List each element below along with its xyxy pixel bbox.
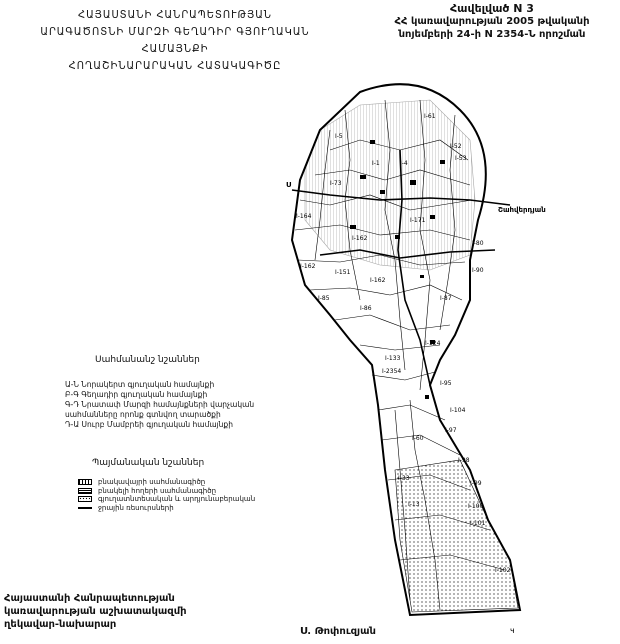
parcel-label: I-102 — [495, 567, 511, 574]
parcel-label: I-133 — [385, 355, 401, 362]
parcel-label: I-87 — [440, 295, 452, 302]
legend-item: Գ-Դ Նրատափ Մարզի համայնքների վարչական — [65, 400, 255, 409]
title-line-3: ՀՈՂԱՇԻՆԱՐԱՐԱԿԱՆ ՀԱՏԱԿԱԳԻԾԸ — [68, 59, 282, 72]
parcel-label: I-13 — [408, 501, 420, 508]
parcel-label: I-162 — [352, 235, 368, 242]
lines-swatch-icon — [78, 488, 92, 494]
parcel-label: I-52 — [450, 143, 462, 150]
parcel-label: I-101 — [470, 520, 486, 527]
hatch-swatch-icon — [78, 479, 92, 485]
parcel-label: I-90 — [472, 267, 484, 274]
symbol-row — [78, 504, 255, 513]
parcel-label: I-164 — [296, 213, 312, 220]
parcel-label: I-124 — [425, 340, 441, 347]
lower-agricultural-area — [395, 460, 518, 612]
title-line-2: ԱՐԱԳԱԾՈՏՆԻ ՄԱՐԶԻ ԳԵՂԱԴԻՐ ԳՅՈՒՂԱԿԱՆ ՀԱՄԱՅՆՔԻ — [40, 25, 310, 55]
parcel-label: I-61 — [424, 113, 436, 120]
parcel-label: I-100 — [468, 503, 484, 510]
annex-line-2: ՀՀ կառավարության 2005 թվականի — [394, 16, 590, 27]
place-label-west: Ս — [286, 181, 292, 189]
parcel-label: I-1 — [372, 160, 380, 167]
parcel-label: I-53 — [455, 155, 467, 162]
title-line-1: ՀԱՅԱՍՏԱՆԻ ՀԱՆՐԱՊԵՏՈՒԹՅԱՆ — [77, 8, 272, 21]
legend-list — [65, 380, 254, 430]
legend-title: Սահմանանշ նշաններ — [95, 355, 200, 365]
legend-item: Ա-Ն Նորակերտ գյուղական համայնքի — [65, 380, 215, 389]
parcel-label: I-86 — [360, 305, 372, 312]
parcel-label: I-4 — [400, 160, 408, 167]
parcel-label: I-97 — [445, 427, 457, 434]
parcel-label: I-99 — [470, 480, 482, 487]
org-line-3: ղեկավար-նախարար — [4, 619, 117, 630]
parcel-label: I-98 — [458, 457, 470, 464]
parcel-label: I-85 — [318, 295, 330, 302]
parcel-label: I-33 — [398, 475, 410, 482]
symbols-list — [78, 478, 255, 512]
symbol-label: բնակելի հողերի սահմանագիծը — [98, 486, 217, 495]
legend-item: սահմանները որոնք գտնվող տարածքի — [65, 410, 221, 419]
org-line-1: Հայաստանի Հանրապետության — [4, 593, 175, 604]
parcel-label: I-60 — [412, 435, 424, 442]
parcel-label: I-171 — [410, 217, 426, 224]
parcel-label: I-73 — [330, 180, 342, 187]
parcel-label: I-5 — [335, 133, 343, 140]
symbol-label: բնակավայրի սահմանագիծը — [98, 478, 206, 486]
org-line-2: կառավարության աշխատակազմի — [4, 606, 187, 617]
legend-item: Դ-Ա Սուրբ Մամբրեի գյուղական համայնքի — [65, 420, 233, 429]
parcel-label: I-80 — [472, 240, 484, 247]
parcel-label: I-162 — [370, 277, 386, 284]
place-label-east: Շահվերդյան — [498, 206, 546, 214]
symbol-row — [78, 478, 255, 487]
compass-mark: ч — [510, 626, 515, 635]
annex-header: Հավելված N 3 — [450, 2, 534, 15]
dots-swatch-icon — [78, 496, 92, 502]
parcel-label: I-104 — [450, 407, 466, 414]
parcel-label: I-95 — [440, 380, 452, 387]
symbol-label: ջրային ռեսուրսների — [98, 503, 174, 512]
parcel-label: I-2354 — [382, 368, 402, 375]
organization-block — [4, 592, 187, 631]
symbol-row — [78, 495, 255, 504]
symbols-title: Պայմանական նշաններ — [92, 458, 205, 468]
legend-item: Բ-Գ Գեղադիր գյուղական համայնքի — [65, 390, 208, 399]
signature-name: Ս. Թոփուզյան — [300, 626, 376, 637]
line-swatch-icon — [78, 507, 92, 509]
symbol-row — [78, 487, 255, 496]
symbol-label: գյուղատնտեսական և արդյունաբերական — [98, 495, 256, 503]
parcel-label: I-162 — [300, 263, 316, 270]
annex-line-3: նոյեմբերի 24-ի N 2354-Ն որոշման — [398, 29, 586, 40]
parcel-label: I-151 — [335, 269, 351, 276]
